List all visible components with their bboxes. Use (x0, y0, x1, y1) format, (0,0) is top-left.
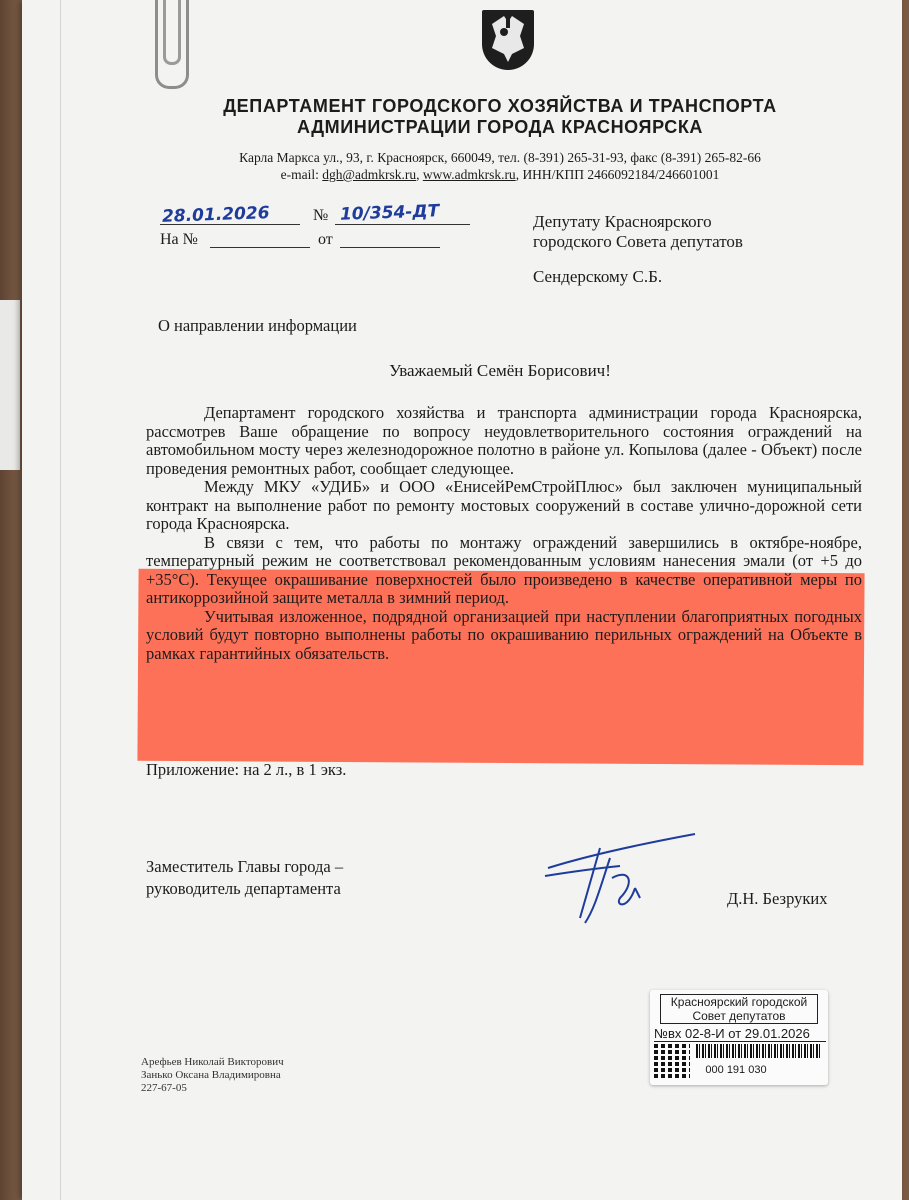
stamp-line-1: Красноярский городской (670, 995, 808, 1009)
email-label: e-mail: (280, 167, 319, 182)
body-paragraph-1: Департамент городского хозяйства и транспорта администрации города Красноярска, рассмотрев Ваше обращение по вопросу неудовлетворительного состояния ограждений на автомобильном мосту через железнодорожное полотно в районе ул. Копылова (далее - Объект) после проведения ремонтных работ, сообщает следующее. (146, 403, 862, 478)
body-paragraph-4: Учитывая изложенное, подрядной организацией при наступлении благоприятных погодных условий будут повторно выполнены работы по окрашиванию перильных ограждений на Объекте в рамках гарантийных обязательств. (146, 606, 862, 663)
reply-date-underline (340, 247, 440, 248)
reply-to-number-label: На № (160, 231, 198, 248)
incoming-registration-stamp (650, 990, 828, 1085)
body-paragraph-3: В связи с тем, что работы по монтажу ограждений завершились в октябре-ноябре, температурный режим не соответствовал рекомендованным условиям нанесения эмали (от +5 до +35°С). Текущее окрашивание поверхностей было произведено в качестве оперативной меры по антикоррозийной защите металла в зимний период. (146, 532, 862, 607)
letter-subject: О направлении информации (158, 316, 357, 335)
executors-block (141, 1056, 284, 1095)
recipient-line-2: городского Совета депутатов (533, 232, 743, 251)
underlying-sheet (0, 300, 20, 470)
stacked-page-edge (60, 0, 61, 1200)
recipient-block (533, 212, 743, 252)
executor-1: Арефьев Николай Викторович (141, 1056, 284, 1068)
body-paragraph-2: Между МКУ «УДИБ» и ООО «ЕнисейРемСтройПлюс» был заключен муниципальный контракт на выполнение работ по ремонту мостовых сооружений в составе улично-дорожной сети города Красноярска. (146, 477, 862, 533)
signer-position-line-2: руководитель департамента (146, 879, 341, 898)
handwritten-number: 10/354-ДТ (339, 201, 440, 225)
date-underline (160, 224, 300, 225)
contact-line: e-mail: dgh@admkrsk.ru, www.admkrsk.ru, ИНН/КПП 2466092184/246601001 (280, 167, 720, 182)
reply-number-underline (210, 247, 310, 248)
paperclip-inner-icon (163, 0, 181, 65)
coat-of-arms-icon (482, 10, 534, 70)
number-underline (335, 224, 470, 225)
website-link[interactable]: www.admkrsk.ru (422, 167, 516, 182)
attachment-note: Приложение: на 2 л., в 1 экз. (146, 760, 347, 779)
department-line-1: ДЕПАРТАМЕНТ ГОРОДСКОГО ХОЗЯЙСТВА И ТРАНСПОРТА (223, 96, 777, 116)
handwritten-date: 28.01.2026 (161, 203, 270, 227)
email-link[interactable]: dgh@admkrsk.ru (322, 167, 417, 182)
stamp-header-box (660, 994, 818, 1024)
qr-code-overlay (654, 1044, 690, 1078)
department-header (150, 96, 850, 138)
number-label: № (313, 207, 329, 224)
contact-block (150, 149, 850, 183)
address-line: Карла Маркса ул., 93, г. Красноярск, 660049, тел. (8-391) 265-31-93, факс (8-391) 265-82-66 (239, 150, 761, 165)
reply-date-label: от (318, 231, 333, 248)
handwritten-signature-icon (540, 828, 700, 928)
barcode-icon (696, 1044, 822, 1058)
executor-2: Занько Оксана Владимировна (141, 1069, 281, 1081)
stamp-header (650, 994, 828, 1024)
stamp-line-2: Совет депутатов (692, 1009, 786, 1023)
signer-name: Д.Н. Безруких (727, 889, 828, 908)
stamp-registration-number: №вх 02-8-И от 29.01.2026 (654, 1026, 826, 1042)
letter-body (146, 404, 862, 663)
signer-position (146, 856, 343, 900)
greeting: Уважаемый Семён Борисович! (389, 361, 611, 380)
stamp-code: 000 191 030 (705, 1064, 767, 1076)
executor-phone: 227-67-05 (141, 1082, 187, 1094)
inn-kpp: ИНН/КПП 2466092184/246601001 (522, 167, 720, 182)
department-line-2: АДМИНИСТРАЦИИ ГОРОДА КРАСНОЯРСКА (296, 117, 704, 137)
signer-position-line-1: Заместитель Главы города – (146, 857, 344, 876)
recipient-line-1: Депутату Красноярского (533, 212, 712, 231)
recipient-name: Сендерскому С.Б. (533, 267, 663, 286)
